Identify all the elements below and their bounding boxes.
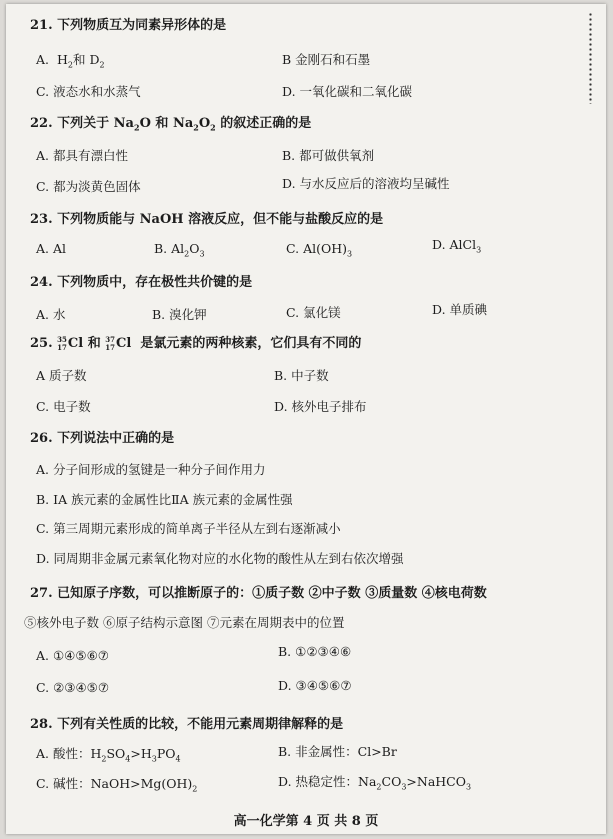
- q27-stem: 27. 已知原子序数，可以推断原子的：①质子数 ②中子数 ③质量数 ④核电荷数: [30, 586, 487, 601]
- q26-option-c: C. 第三周期元素形成的简单离子半径从左到右逐渐减小: [36, 521, 341, 536]
- q25-option-c: C. 电子数: [36, 399, 91, 414]
- q22-option-a: A. 都具有漂白性: [36, 148, 128, 163]
- binding-dots: [589, 12, 592, 104]
- q23-option-d: D. AlCl$_3$: [432, 237, 482, 255]
- q24-option-c: C. 氯化镁: [286, 305, 341, 320]
- q21-option-c: C. 液态水和水蒸气: [36, 84, 141, 99]
- q24-stem: 24. 下列物质中，存在极性共价键的是: [30, 275, 253, 290]
- q23-option-a: A. Al: [36, 241, 66, 256]
- q25-stem: 25. 35 17Cl 和 37 17Cl 是氯元素的两种核素，它们具有不同的: [30, 334, 362, 352]
- q21-option-b: B 金刚石和石墨: [282, 52, 371, 67]
- q22-option-c: C. 都为淡黄色固体: [36, 179, 141, 194]
- q24-option-a: A. 水: [36, 307, 66, 322]
- q28-option-b: B. 非金属性：Cl>Br: [278, 744, 397, 759]
- q24-option-d: D. 单质碘: [432, 302, 488, 317]
- q28-option-c: C. 碱性：$NaOH>Mg(OH)_2$: [36, 776, 198, 794]
- q26-stem: 26. 下列说法中正确的是: [30, 431, 175, 446]
- q25-option-a: A 质子数: [36, 368, 87, 383]
- q25-option-b: B. 中子数: [274, 368, 329, 383]
- q26-option-d: D. 同周期非金属元素氧化物对应的水化物的酸性从左到右依次增强: [36, 551, 404, 566]
- q26-option-b: B. IA 族元素的金属性比ⅡA 族元素的金属性强: [36, 492, 293, 507]
- q27-stem-continued: ⑤核外电子数 ⑥原子结构示意图 ⑦元素在周期表中的位置: [24, 615, 345, 630]
- q22-stem: 22. 下列关于 $Na_2O$ 和 $Na_2O_2$ 的叙述正确的是: [30, 116, 312, 133]
- q28-option-d: D. 热稳定性：$Na_2CO_3>NaHCO_3$: [278, 774, 472, 792]
- q22-option-d: D. 与水反应后的溶液均呈碱性: [282, 176, 450, 191]
- exam-page: [6, 4, 606, 834]
- page-footer: 高一化学第 4 页 共 8 页: [233, 814, 379, 829]
- q22-option-b: B. 都可做供氧剂: [282, 148, 375, 163]
- q21-option-d: D. 一氧化碳和二氧化碳: [282, 84, 413, 99]
- q25-option-d: D. 核外电子排布: [274, 399, 367, 414]
- q27-option-a: A. ①④⑤⑥⑦: [36, 648, 110, 663]
- q28-stem: 28. 下列有关性质的比较，不能用元素周期律解释的是: [30, 717, 344, 732]
- q21-option-a: A. $H_2$和 $D_2$: [36, 52, 105, 70]
- isotope-cl35-numbers: 35 17: [57, 334, 67, 352]
- q23-option-b: B. $Al_2O_3$: [154, 241, 205, 259]
- q23-option-c: C. $Al(OH)_3$: [286, 241, 353, 259]
- q26-option-a: A. 分子间形成的氢键是一种分子间作用力: [36, 462, 266, 477]
- q27-option-b: B. ①②③④⑥: [278, 644, 352, 659]
- q24-option-b: B. 溴化钾: [152, 307, 207, 322]
- q21-stem: 21. 下列物质互为同素异形体的是: [30, 18, 227, 33]
- q28-option-a: A. 酸性：$H_2SO_4>H_3PO_4$: [36, 746, 181, 764]
- q23-stem: 23. 下列物质能与 NaOH 溶液反应，但不能与盐酸反应的是: [30, 212, 384, 227]
- isotope-cl37-numbers: 37 17: [105, 334, 116, 352]
- q27-option-c: C. ②③④⑤⑦: [36, 680, 110, 695]
- q27-option-d: D. ③④⑤⑥⑦: [278, 678, 352, 693]
